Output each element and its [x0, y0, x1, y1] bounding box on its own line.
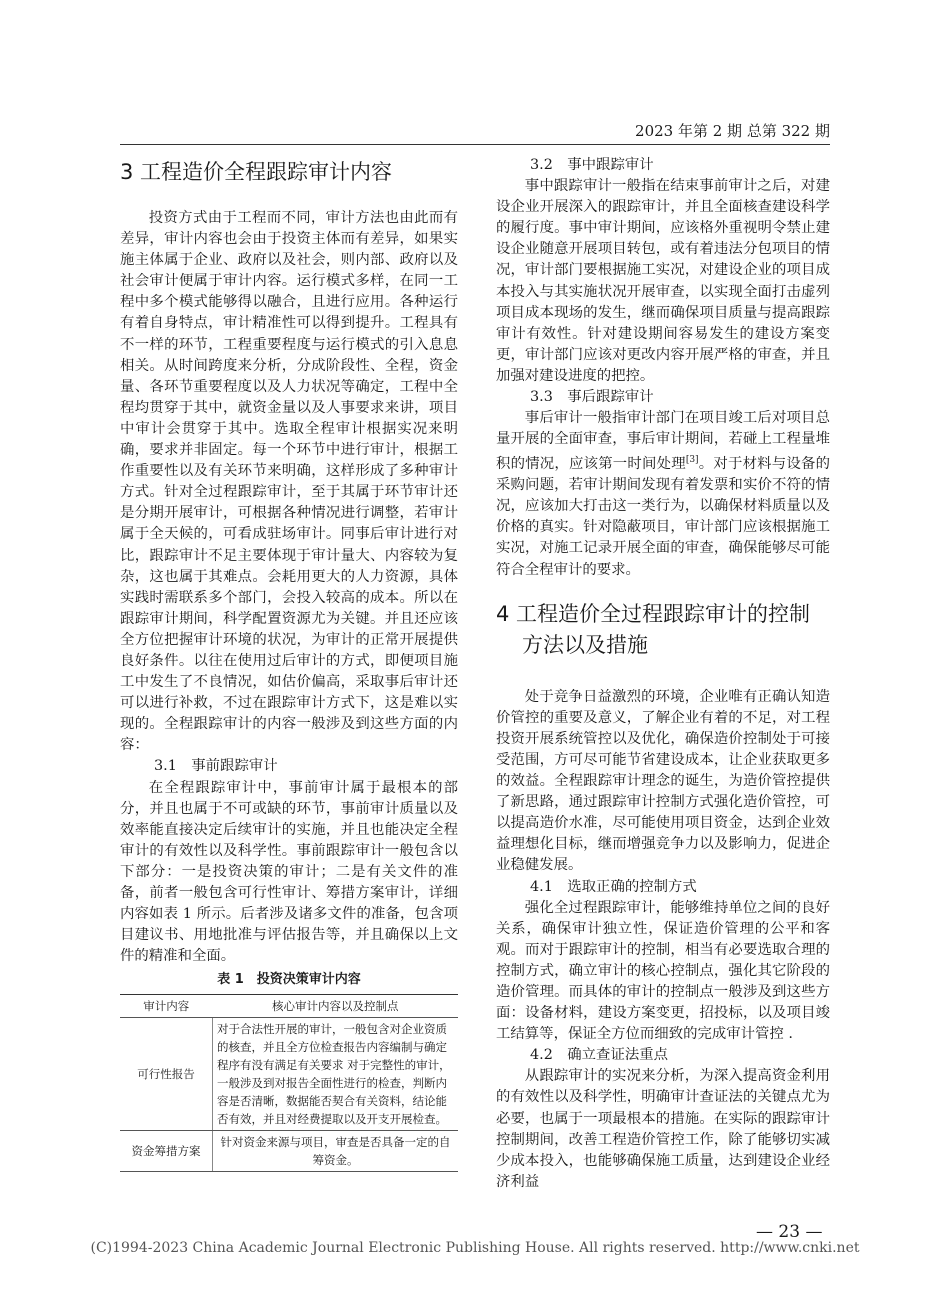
- paragraph: 事中跟踪审计一般指在结束事前审计之后，对建设企业开展深入的跟踪审计，并且全面核查建设科学的履行度。事中审计期间，应该格外重视明令禁止建设企业随意开展项目转包，或有着违法分包项目的情况，审计部门要根据施工实况，对建设企业的项目成本投入与其实施状况开展审查，以实现全面打击虚列项目成本现场的发生，继而确保项目质量与提高跟踪审计有效性。针对建设期间容易发生的建设方案变更，审计部门应该对更改内容开展严格的审查，并且加强对建设进度的把控。: [496, 178, 830, 384]
- table-row: [120, 1018, 458, 1131]
- section-4-title-line1: 4 工程造价全过程跟踪审计的控制: [496, 601, 811, 626]
- table-cell-item: 资金筹措方案: [120, 1131, 213, 1172]
- left-column: [120, 155, 458, 1172]
- audit-table: [120, 994, 458, 1172]
- paragraph: 处于竞争日益激烈的环境，企业唯有正确认知造价管控的重要及意义，了解企业有着的不足，对工程投资开展系统管控以及优化，确保造价控制处于可接受范围，方可尽可能节省建设成本，让企业获取更多的效益。全程跟踪审计理念的诞生，为造价管控提供了新思路，通过跟踪审计控制方式强化造价管控，可以提高造价水准，尽可能使用项目资金，达到企业效益理想化目标，继而增强竞争力以及影响力，促进企业稳健发展。: [496, 688, 830, 874]
- section-4-2-title: 4.2 确立查证法重点: [530, 1047, 669, 1064]
- paragraph: 强化全过程跟踪审计，能够维持单位之间的良好关系，确保审计独立性，保证造价管理的公平和客观。而对于跟踪审计的控制，相当有必要选取合理的控制方式，确立审计的核心控制点，强化其它阶段的造价管理。而具体的审计的控制点一般涉及到这些方面：设备材料，建设方案变更，招投标，以及项目竣工结算等，保证全方位而细致的完成审计管控 .: [496, 899, 830, 1043]
- paragraph: 在全程跟踪审计中，事前审计属于最根本的部分，并且也属于不可或缺的环节，事前审计质量以及效率能直接决定后续审计的实施，并且也能决定全程审计的有效性以及科学性。事前跟踪审计一般包含以下部分：一是投资决策的审计；二是有关文件的准备，前者一般包含可行性审计、筹措方案审计，详细内容如表 1 所示。后者涉及诸多文件的准备，包含项目建议书、用地批准与评估报告等，并且确保以上文件的精准和全面。: [120, 779, 458, 965]
- citation-ref: [3]: [685, 455, 699, 466]
- section-3-2-title: 3.2 事中跟踪审计: [530, 157, 654, 173]
- section-3-3-title: 3.3 事后跟踪审计: [530, 389, 654, 406]
- table-cell-item: 可行性报告: [120, 1018, 213, 1131]
- section-4-1-title: 4.1 选取正确的控制方式: [530, 878, 697, 895]
- paragraph-text: 。对于材料与设备的采购问题，若审计期间发现有着发票和实价不符的情况，应该加大打击这一类行为，以确保材料质量以及价格的真实。针对隐蔽项目，审计部门应该根据施工实况，对施工记录开展全面的审查，确保能够尽可能符合全程审计的要求。: [496, 456, 830, 578]
- section-3-title: 3 工程造价全程跟踪审计内容: [120, 160, 393, 184]
- page-number: — 23 —: [756, 1222, 823, 1242]
- paragraph: [496, 408, 830, 581]
- table-row: [120, 1131, 458, 1172]
- copyright-footer: (C)1994-2023 China Academic Journal Electronic Publishing House. All rights reserved. http://www.cnki.net: [90, 1240, 860, 1256]
- section-3-1-title: 3.1 事前跟踪审计: [154, 758, 278, 775]
- table-header-row: [120, 995, 458, 1018]
- table-caption: 表 1 投资决策审计内容: [217, 972, 361, 988]
- issue-info: 2023 年第 2 期 总第 322 期: [635, 122, 830, 140]
- right-column: [496, 155, 830, 1193]
- table-header-cell: 核心审计内容以及控制点: [213, 995, 459, 1018]
- paragraph: 从跟踪审计的实况来分析，为深入提高资金利用的有效性以及科学性，明确审计查证法的关键点尤为必要，也属于一项最根本的措施。在实际的跟踪审计控制期间，改善工程造价管控工作，除了能够切实减少成本投入，也能够确保施工质量，达到建设企业经济利益: [496, 1068, 830, 1190]
- paragraph: 投资方式由于工程而不同，审计方法也由此而有差异，审计内容也会由于投资主体而有差异，如果实施主体属于企业、政府以及社会，则内部、政府以及社会审计便属于审计内容。运行模式多样，在同一工程中多个模式能够得以融合，且进行应用。各种运行有着自身特点，审计精准性可以得到提升。工程具有不一样的环节，工程重要程度与运行模式的引入息息相关。从时间跨度来分析，分成阶段性、全程，资金量、各环节重要程度以及人力状况等确定，工程中全程均贯穿于其中，就资金量以及人事要求来讲，项目中审计会贯穿于其中。选取全程审计根据实况来明确，要求并非固定。每一个环节中进行审计，根据工作重要性以及有关环节来明确，这样形成了多种审计方式。针对全过程跟踪审计，至于其属于环节审计还是分期开展审计，可根据各种情况进行调整，若审计属于全天候的，可看成驻场审计。同事后审计进行对比，跟踪审计不足主要体现于审计量大、内容较为复杂，这也属于其难点。会耗用更大的人力资源，具体实践时需联系多个部门，会投入较高的成本。所以在跟踪审计期间，科学配置资源尤为关键。并且还应该全方位把握审计环境的状况，为审计的正常开展提供良好条件。以往在使用过后审计的方式，即便项目施工中发生了不良情况，如估价偏高，采取事后审计还可以进行补救，不过在跟踪审计方式下，这是难以实现的。全程跟踪审计的内容一般涉及到这些方面的内容：: [120, 210, 458, 754]
- section-4-title-line2: 方法以及措施: [522, 632, 648, 657]
- table-cell-detail: 对于合法性开展的审计，一般包含对企业资质的核查，并且全方位检查报告内容编制与确定程序有没有满足有关要求 对于完整性的审计，一般涉及到对报告全面性进行的检查，判断内容是否清晰，数据能否契合有关资料，结论能否有效，并且对经费提取以及开支开展检查。: [213, 1018, 459, 1131]
- paragraph-text: 事后审计一般指审计部门在项目竣工后对项目总量开展的全面审查，事后审计期间，若碰上工程量堆积的情况，应该第一时间处理: [496, 410, 830, 473]
- section-4-title: [496, 599, 830, 661]
- table-header-cell: 审计内容: [120, 995, 213, 1018]
- table-cell-detail: 针对资金来源与项目，审查是否具备一定的自筹资金。: [213, 1131, 459, 1172]
- running-header: [120, 118, 830, 145]
